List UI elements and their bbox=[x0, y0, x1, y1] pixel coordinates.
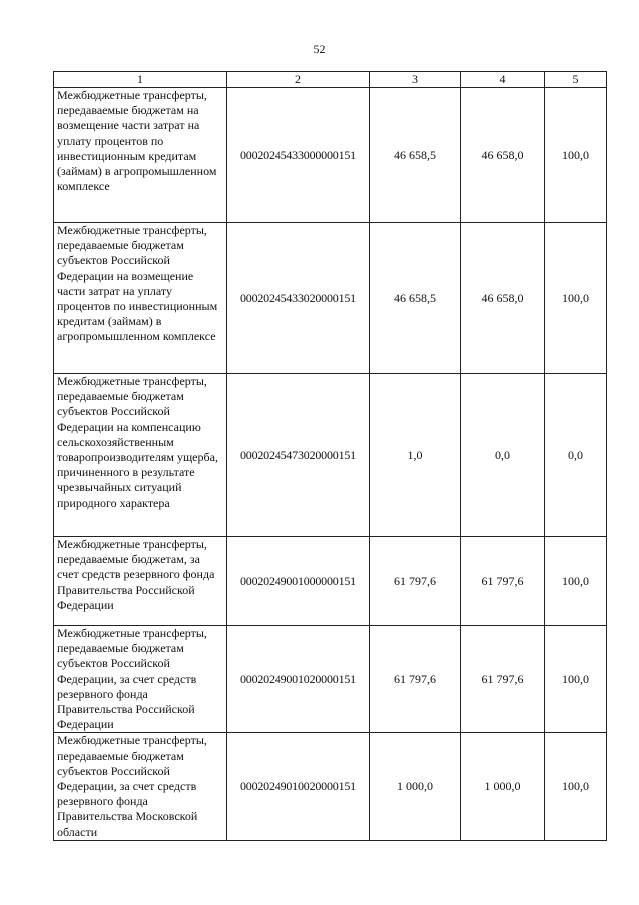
budget-table bbox=[53, 71, 607, 841]
table-row bbox=[54, 626, 607, 733]
row-value-col5: 100,0 bbox=[545, 733, 607, 840]
row-value-col3: 46 658,5 bbox=[370, 88, 461, 223]
row-budget-code: 00020249010020000151 bbox=[227, 733, 370, 840]
row-value-col4: 61 797,6 bbox=[461, 537, 545, 626]
row-value-col3: 61 797,6 bbox=[370, 537, 461, 626]
row-description: Межбюджетные трансферты, передаваемые бюджетам субъектов Российской Федерации на возмещение части затрат на уплату процентов по инвестиционным кредитам (займам) в агропромышленном комплексе bbox=[54, 223, 227, 374]
row-value-col3: 46 658,5 bbox=[370, 223, 461, 374]
row-value-col4: 0,0 bbox=[461, 374, 545, 537]
row-value-col5: 100,0 bbox=[545, 626, 607, 733]
page-number: 52 bbox=[313, 42, 326, 56]
row-description: Межбюджетные трансферты, передаваемые бюджетам субъектов Российской Федерации, за счет средств резервного фонда Правительства Российской Федерации bbox=[54, 626, 227, 733]
row-description: Межбюджетные трансферты, передаваемые бюджетам на возмещение части затрат на уплату процентов по инвестиционным кредитам (займам) в агропромышленном комплексе bbox=[54, 88, 227, 223]
table-row bbox=[54, 88, 607, 223]
header-row bbox=[54, 72, 607, 88]
row-value-col3: 1,0 bbox=[370, 374, 461, 537]
column-header-5: 5 bbox=[545, 72, 607, 88]
row-value-col5: 0,0 bbox=[545, 374, 607, 537]
row-value-col4: 46 658,0 bbox=[461, 88, 545, 223]
row-value-col4: 46 658,0 bbox=[461, 223, 545, 374]
table-row bbox=[54, 374, 607, 537]
table-row bbox=[54, 537, 607, 626]
column-header-3: 3 bbox=[370, 72, 461, 88]
row-budget-code: 00020245433020000151 bbox=[227, 223, 370, 374]
table-header bbox=[54, 72, 607, 88]
row-description: Межбюджетные трансферты, передаваемые бюджетам, за счет средств резервного фонда Правительства Российской Федерации bbox=[54, 537, 227, 626]
row-budget-code: 00020249001000000151 bbox=[227, 537, 370, 626]
column-header-2: 2 bbox=[227, 72, 370, 88]
row-description: Межбюджетные трансферты, передаваемые бюджетам субъектов Российской Федерации на компенсацию сельскохозяйственным товаропроизводителям ущерба, причиненного в результате чрезвычайных ситуаций природного характера bbox=[54, 374, 227, 537]
row-value-col5: 100,0 bbox=[545, 537, 607, 626]
row-value-col5: 100,0 bbox=[545, 88, 607, 223]
column-header-1: 1 bbox=[54, 72, 227, 88]
row-value-col5: 100,0 bbox=[545, 223, 607, 374]
row-description: Межбюджетные трансферты, передаваемые бюджетам субъектов Российской Федерации, за счет средств резервного фонда Правительства Московской области bbox=[54, 733, 227, 840]
table-row bbox=[54, 223, 607, 374]
table-body bbox=[54, 88, 607, 841]
row-value-col3: 61 797,6 bbox=[370, 626, 461, 733]
row-budget-code: 00020245433000000151 bbox=[227, 88, 370, 223]
column-header-4: 4 bbox=[461, 72, 545, 88]
row-value-col4: 61 797,6 bbox=[461, 626, 545, 733]
row-budget-code: 00020245473020000151 bbox=[227, 374, 370, 537]
row-value-col4: 1 000,0 bbox=[461, 733, 545, 840]
row-budget-code: 00020249001020000151 bbox=[227, 626, 370, 733]
table-row bbox=[54, 733, 607, 840]
row-value-col3: 1 000,0 bbox=[370, 733, 461, 840]
